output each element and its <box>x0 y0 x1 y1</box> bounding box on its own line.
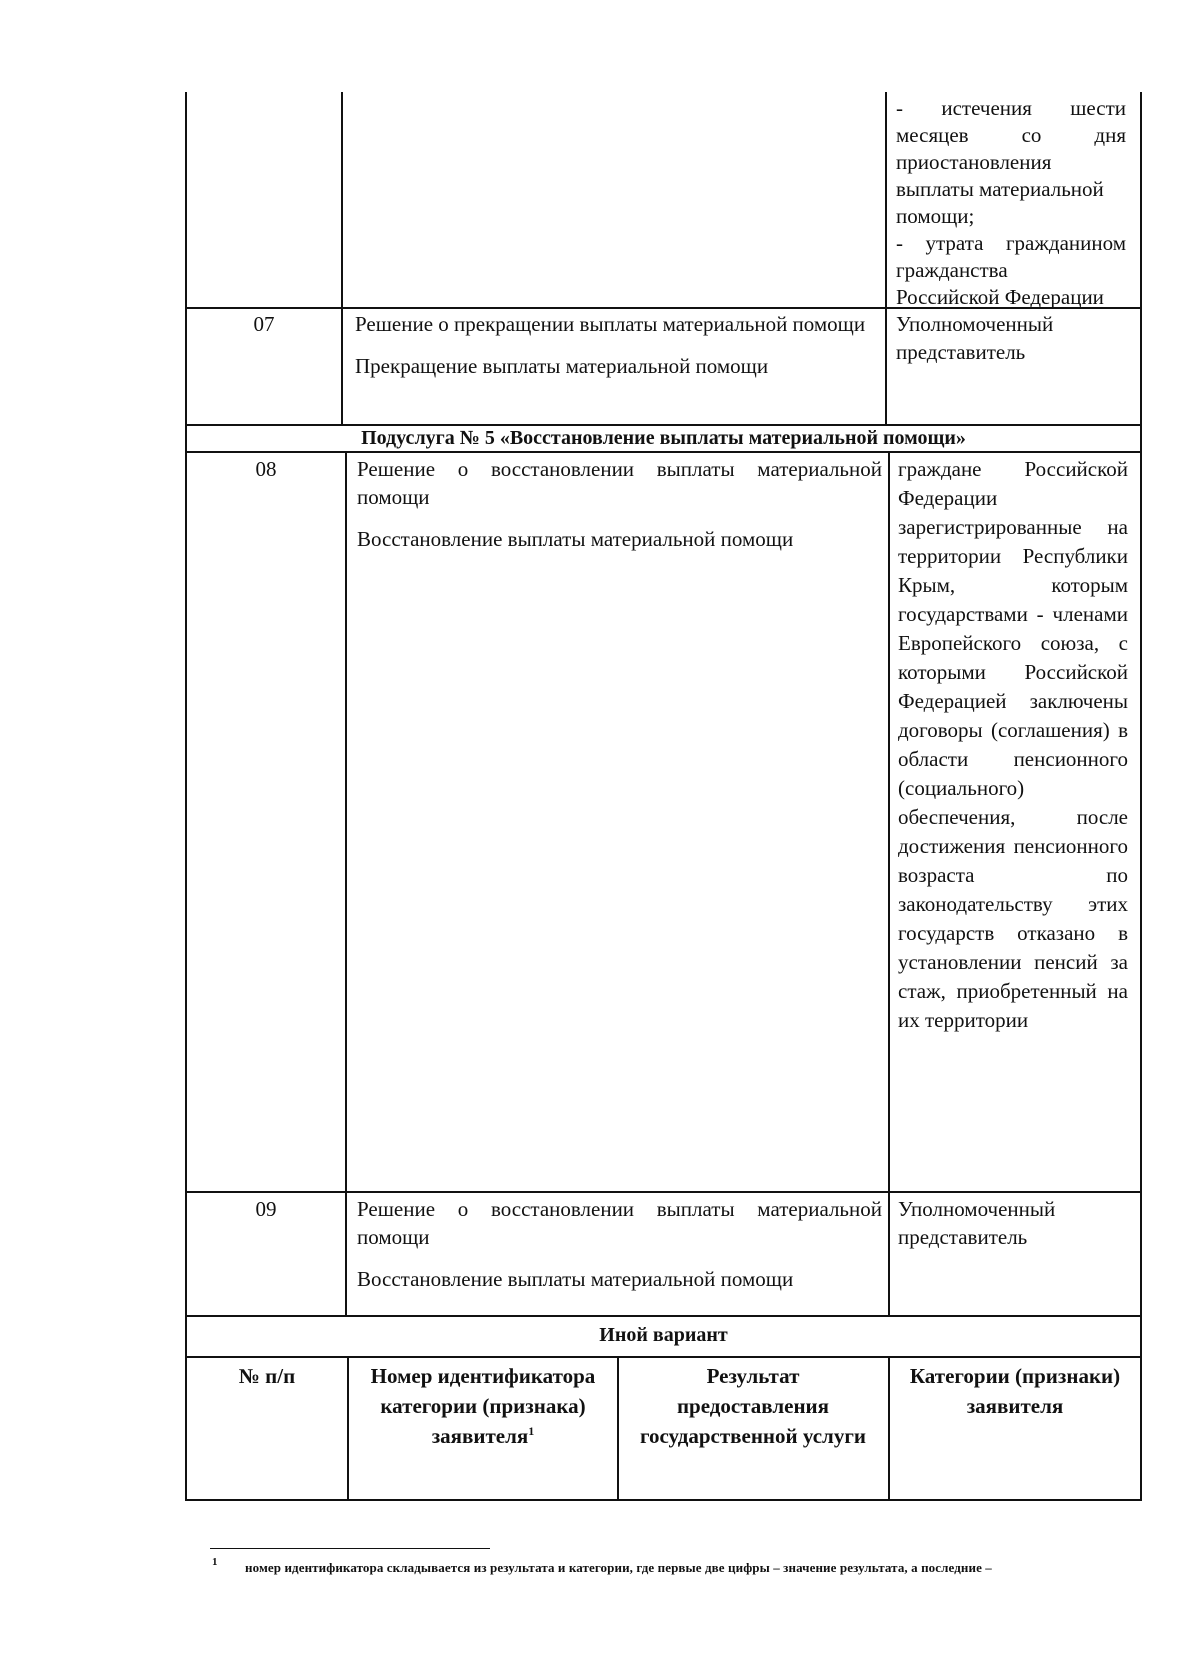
row-decision-cell <box>355 310 879 380</box>
footnote-separator <box>210 1548 490 1549</box>
column-separator-number <box>347 1357 349 1500</box>
result-text: Восстановление выплаты материальной помощи <box>357 527 794 551</box>
column-separator-number <box>341 92 343 425</box>
column-separator-category <box>885 92 887 425</box>
continuation-category-cell <box>896 95 1126 311</box>
category-text: Уполномоченный представитель <box>898 1197 1056 1249</box>
row-divider <box>185 1191 1142 1193</box>
result-text: Прекращение выплаты материальной помощи <box>355 354 769 378</box>
continuation-line: - истечения шести <box>896 96 1126 120</box>
header-number: № п/п <box>238 1364 296 1388</box>
continuation-line: - утрата гражданином <box>896 231 1126 255</box>
subservice-title: Подуслуга № 5 «Восстановление выплаты материальной помощи» <box>361 427 966 449</box>
decision-text: Решение о восстановлении выплаты материальной помощи <box>357 457 882 509</box>
row-divider <box>185 451 1142 453</box>
continuation-line: Российской Федерации <box>896 285 1104 309</box>
header-category: Категории (признаки) заявителя <box>909 1364 1121 1418</box>
column-separator-category <box>888 452 890 1316</box>
footnote-text: номер идентификатора складывается из результата и категории, где первые две цифры – значение результата, а последние – <box>245 1560 992 1575</box>
header-identifier-text: Номер идентификатора категории (признака) заявителя <box>370 1364 596 1448</box>
row-category-cell <box>898 1195 1128 1251</box>
column-separator-number <box>345 452 347 1316</box>
row-number: 07 <box>253 312 275 336</box>
row-decision-cell <box>357 455 882 553</box>
continuation-line: приостановления <box>896 150 1052 174</box>
decision-text: Решение о восстановлении выплаты материальной помощи <box>357 1197 882 1249</box>
column-separator-identifier <box>617 1357 619 1500</box>
table-border-left <box>185 92 187 1500</box>
footnote-reference: 1 <box>528 1424 535 1438</box>
column-separator-result <box>888 1357 890 1500</box>
row-number: 09 <box>255 1197 277 1221</box>
other-variant-title: Иной вариант <box>599 1324 728 1346</box>
continuation-line: гражданства <box>896 258 1008 282</box>
category-text: Уполномоченный представитель <box>896 312 1054 364</box>
row-divider <box>185 1356 1142 1358</box>
result-text: Восстановление выплаты материальной помощи <box>357 1267 794 1291</box>
row-divider <box>185 1315 1142 1317</box>
continuation-line: месяцев со дня <box>896 123 1126 147</box>
table-border-right <box>1140 92 1142 1500</box>
continuation-line: выплаты материальной <box>896 177 1104 201</box>
decision-text: Решение о прекращении выплаты материальной помощи <box>355 312 866 336</box>
row-category-cell <box>898 455 1128 1035</box>
continuation-line: помощи; <box>896 204 975 228</box>
table-border-bottom <box>185 1499 1142 1501</box>
header-result: Результат предоставления государственной услуги <box>640 1364 866 1448</box>
category-text: граждане Российской Федерации зарегистрированные на территории Республики Крым, которым государствами - членами Европейского союза, с которыми Российской Федерацией заключены договоры (соглашения) в области пенсионного (социального) обеспечения, после достижения пенсионного возраста по законодательству этих государств отказано в установлении пенсий за стаж, приобретенный на их территории <box>898 457 1128 1032</box>
footnote-marker: 1 <box>212 1556 218 1568</box>
row-decision-cell <box>357 1195 882 1293</box>
row-category-cell <box>896 310 1126 366</box>
row-number: 08 <box>255 457 277 481</box>
header-identifier <box>357 1361 609 1451</box>
